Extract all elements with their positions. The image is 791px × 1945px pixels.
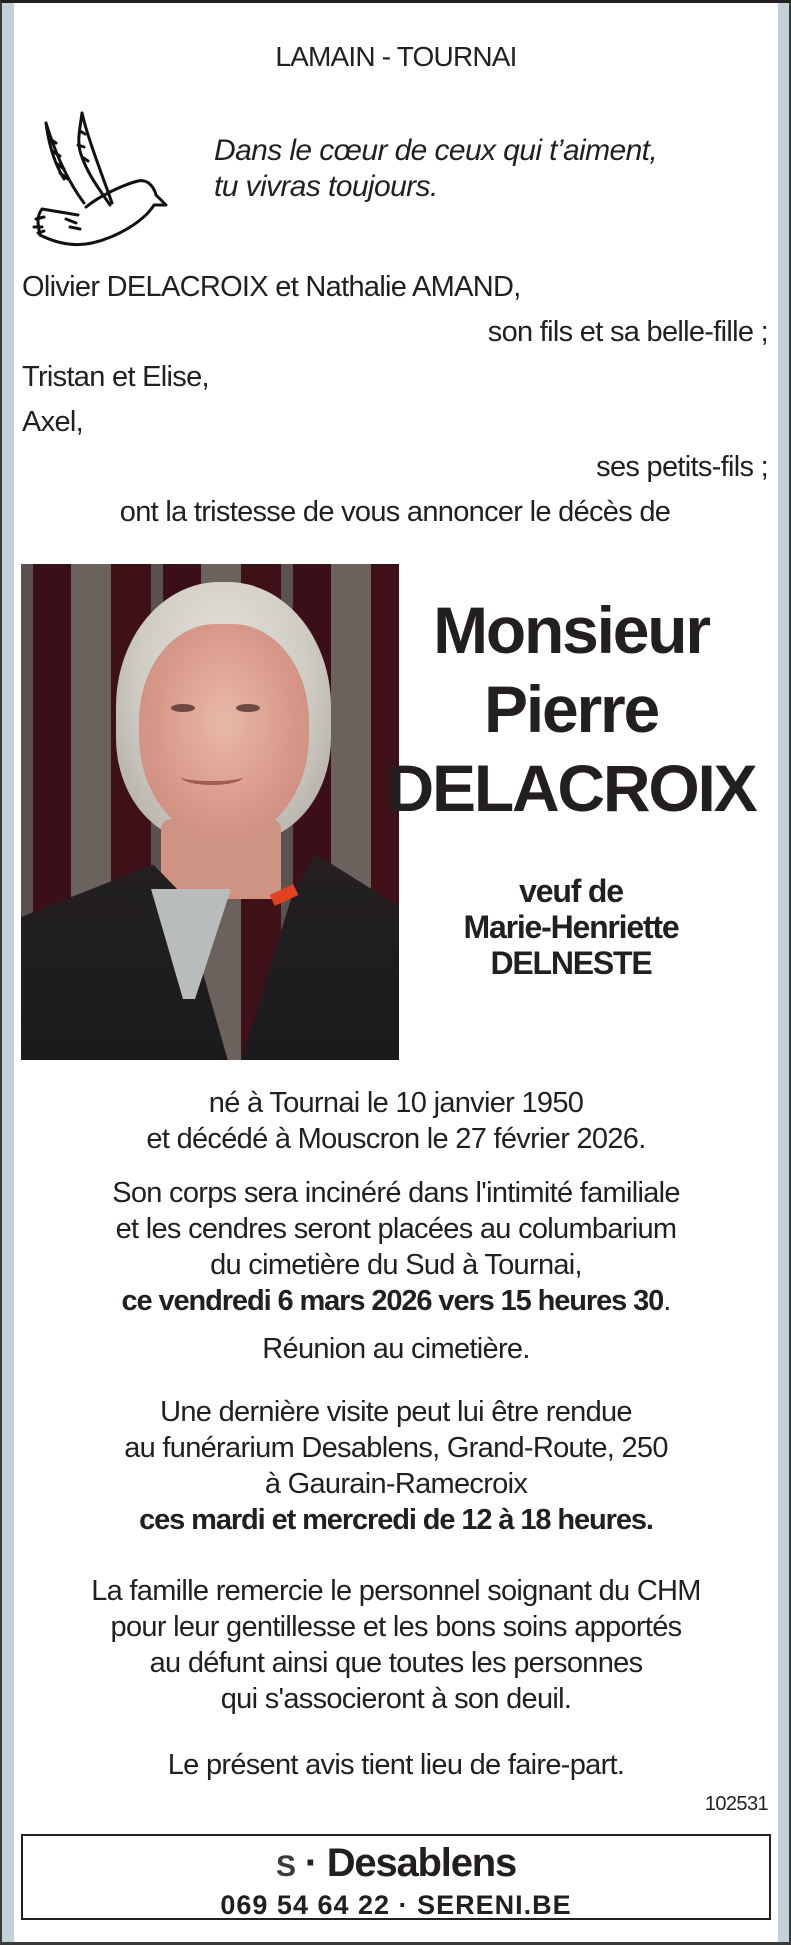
logo-separator: · xyxy=(304,1841,317,1885)
photo-eye xyxy=(171,704,195,712)
announcement-line: ont la tristesse de vous annoncer le décès de xyxy=(119,496,671,528)
deceased-title: Monsieur xyxy=(433,593,709,667)
ceremony-period: . xyxy=(663,1285,671,1317)
closing-line: Le présent avis tient lieu de faire-part. xyxy=(167,1749,625,1781)
funeral-home-contact xyxy=(23,1890,769,1920)
spouse-first-name: Marie-Henriette xyxy=(463,909,679,945)
funeral-home-logo xyxy=(23,1840,769,1890)
family-line: Tristan et Elise, xyxy=(22,361,209,393)
visit-line: Une dernière visite peut lui être rendue xyxy=(160,1396,632,1428)
death-line: et décédé à Mouscron le 27 février 2026. xyxy=(146,1123,646,1155)
contact-separator: · xyxy=(398,1890,409,1920)
memorial-quote xyxy=(214,133,657,205)
visit-line: à Gaurain-Ramecroix xyxy=(264,1468,528,1500)
ceremony-line: Son corps sera incinéré dans l'intimité familiale xyxy=(112,1177,680,1209)
closing-note xyxy=(14,1747,778,1783)
ceremony-details xyxy=(14,1175,778,1319)
family-line: Axel, xyxy=(22,406,83,438)
death-notice xyxy=(14,3,778,1942)
birth-death-dates xyxy=(14,1085,778,1157)
quote-line: tu vivras toujours. xyxy=(214,170,438,203)
funeral-home-footer xyxy=(21,1834,771,1920)
birth-line: né à Tournai le 10 janvier 1950 xyxy=(208,1087,584,1119)
photo-face xyxy=(139,624,309,839)
visit-hours: ces mardi et mercredi de 12 à 18 heures. xyxy=(139,1504,653,1536)
visit-line: au funérarium Desablens, Grand-Route, 250 xyxy=(124,1432,668,1464)
thanks-line: La famille remercie le personnel soignant du CHM xyxy=(91,1575,701,1607)
logo-s-icon: S xyxy=(275,1850,295,1883)
widow-label: veuf de xyxy=(519,873,623,909)
deceased-name xyxy=(364,591,778,828)
spouse-info xyxy=(364,873,778,981)
ceremony-datetime xyxy=(14,1283,778,1319)
family-relation: ses petits-fils ; xyxy=(596,451,768,483)
funeral-home-name: Desablens xyxy=(326,1841,517,1885)
meeting-line: Réunion au cimetière. xyxy=(262,1333,530,1365)
family-line: Olivier DELACROIX et Nathalie AMAND, xyxy=(22,271,521,303)
quote-line: Dans le cœur de ceux qui t’aiment, xyxy=(214,134,658,167)
phone-number: 069 54 64 22 xyxy=(220,1890,391,1920)
reference-number: 102531 xyxy=(704,1793,768,1815)
ceremony-datetime-bold: ce vendredi 6 mars 2026 vers 15 heures 30 xyxy=(121,1285,664,1317)
thanks-line: pour leur gentillesse et les bons soins apportés xyxy=(110,1611,682,1643)
family-announcement xyxy=(22,265,768,535)
website-link[interactable]: SERENI.BE xyxy=(417,1890,572,1920)
portrait-photo xyxy=(21,564,399,1060)
deceased-first-name: Pierre xyxy=(484,672,658,746)
deceased-last-name: DELACROIX xyxy=(386,751,756,825)
ceremony-line: du cimetière du Sud à Tournai, xyxy=(210,1249,582,1281)
thanks-line: qui s'associeront à son deuil. xyxy=(220,1683,572,1715)
ceremony-line: et les cendres seront placées au columbarium xyxy=(115,1213,677,1245)
thanks-line: au défunt ainsi que toutes les personnes xyxy=(149,1647,643,1679)
visit-details xyxy=(14,1394,778,1538)
location-heading: LAMAIN - TOURNAI xyxy=(275,41,517,72)
family-relation: son fils et sa belle-fille ; xyxy=(487,316,768,348)
photo-eye xyxy=(236,704,260,712)
meeting-note xyxy=(14,1331,778,1367)
thanks-message xyxy=(14,1573,778,1717)
photo-mouth xyxy=(181,769,243,785)
spouse-last-name: DELNESTE xyxy=(490,945,652,981)
dove-icon xyxy=(26,109,172,249)
